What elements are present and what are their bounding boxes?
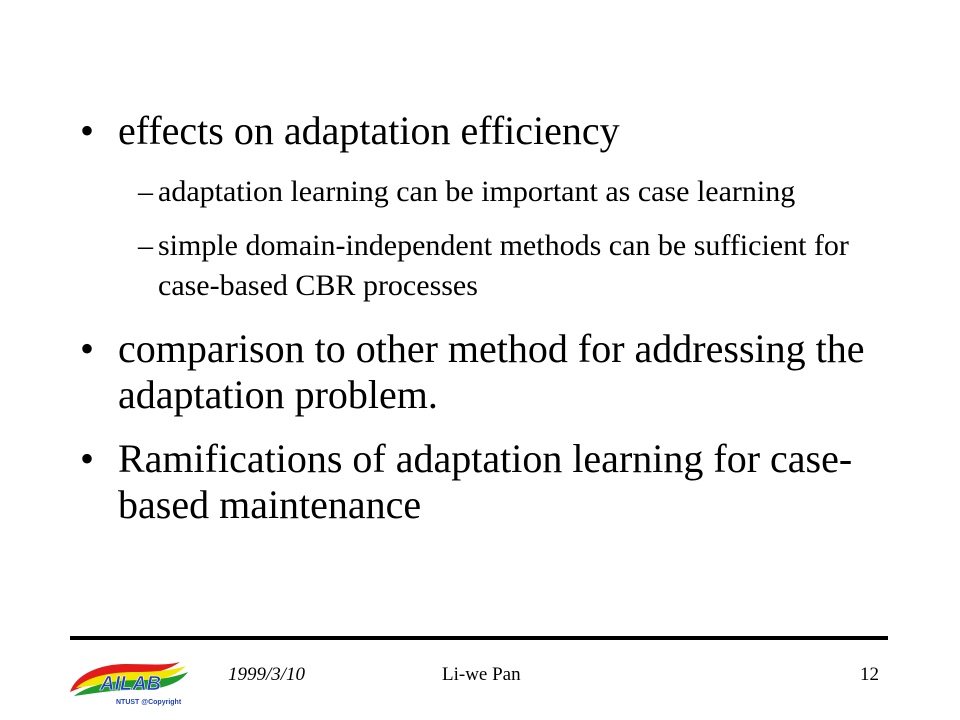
bullet-text: comparison to other method for addressing the adaptation problem.: [118, 326, 865, 417]
bullet-marker: •: [80, 436, 95, 481]
bullet-item: [80, 326, 880, 418]
bullet-item: [80, 436, 880, 528]
dash-marker: –: [138, 175, 153, 208]
logo-subtext: NTUST @Copyright: [116, 699, 182, 706]
footer-divider: [70, 636, 888, 640]
sub-bullet-text: adaptation learning can be important as case learning: [158, 175, 796, 208]
bullet-marker: •: [80, 108, 95, 153]
footer-page-number: 12: [860, 664, 879, 685]
footer-author: Li-we Pan: [442, 664, 521, 685]
sub-bullet-text: simple domain-independent methods can be sufficient for case-based CBR processes: [158, 229, 849, 302]
sub-bullet-item: [80, 172, 880, 212]
bullet-text: Ramifications of adaptation learning for case-based maintenance: [118, 436, 853, 527]
ailab-logo: [66, 652, 190, 710]
logo-text: AILAB: [100, 673, 162, 695]
bullet-text: effects on adaptation efficiency: [118, 108, 620, 153]
bullet-item: [80, 108, 880, 154]
sub-bullet-list: [80, 172, 880, 306]
dash-marker: –: [138, 229, 153, 262]
bullet-marker: •: [80, 326, 95, 371]
footer-date: 1999/3/10: [228, 664, 306, 685]
sub-bullet-item: [80, 226, 880, 306]
slide-content: [80, 108, 880, 546]
